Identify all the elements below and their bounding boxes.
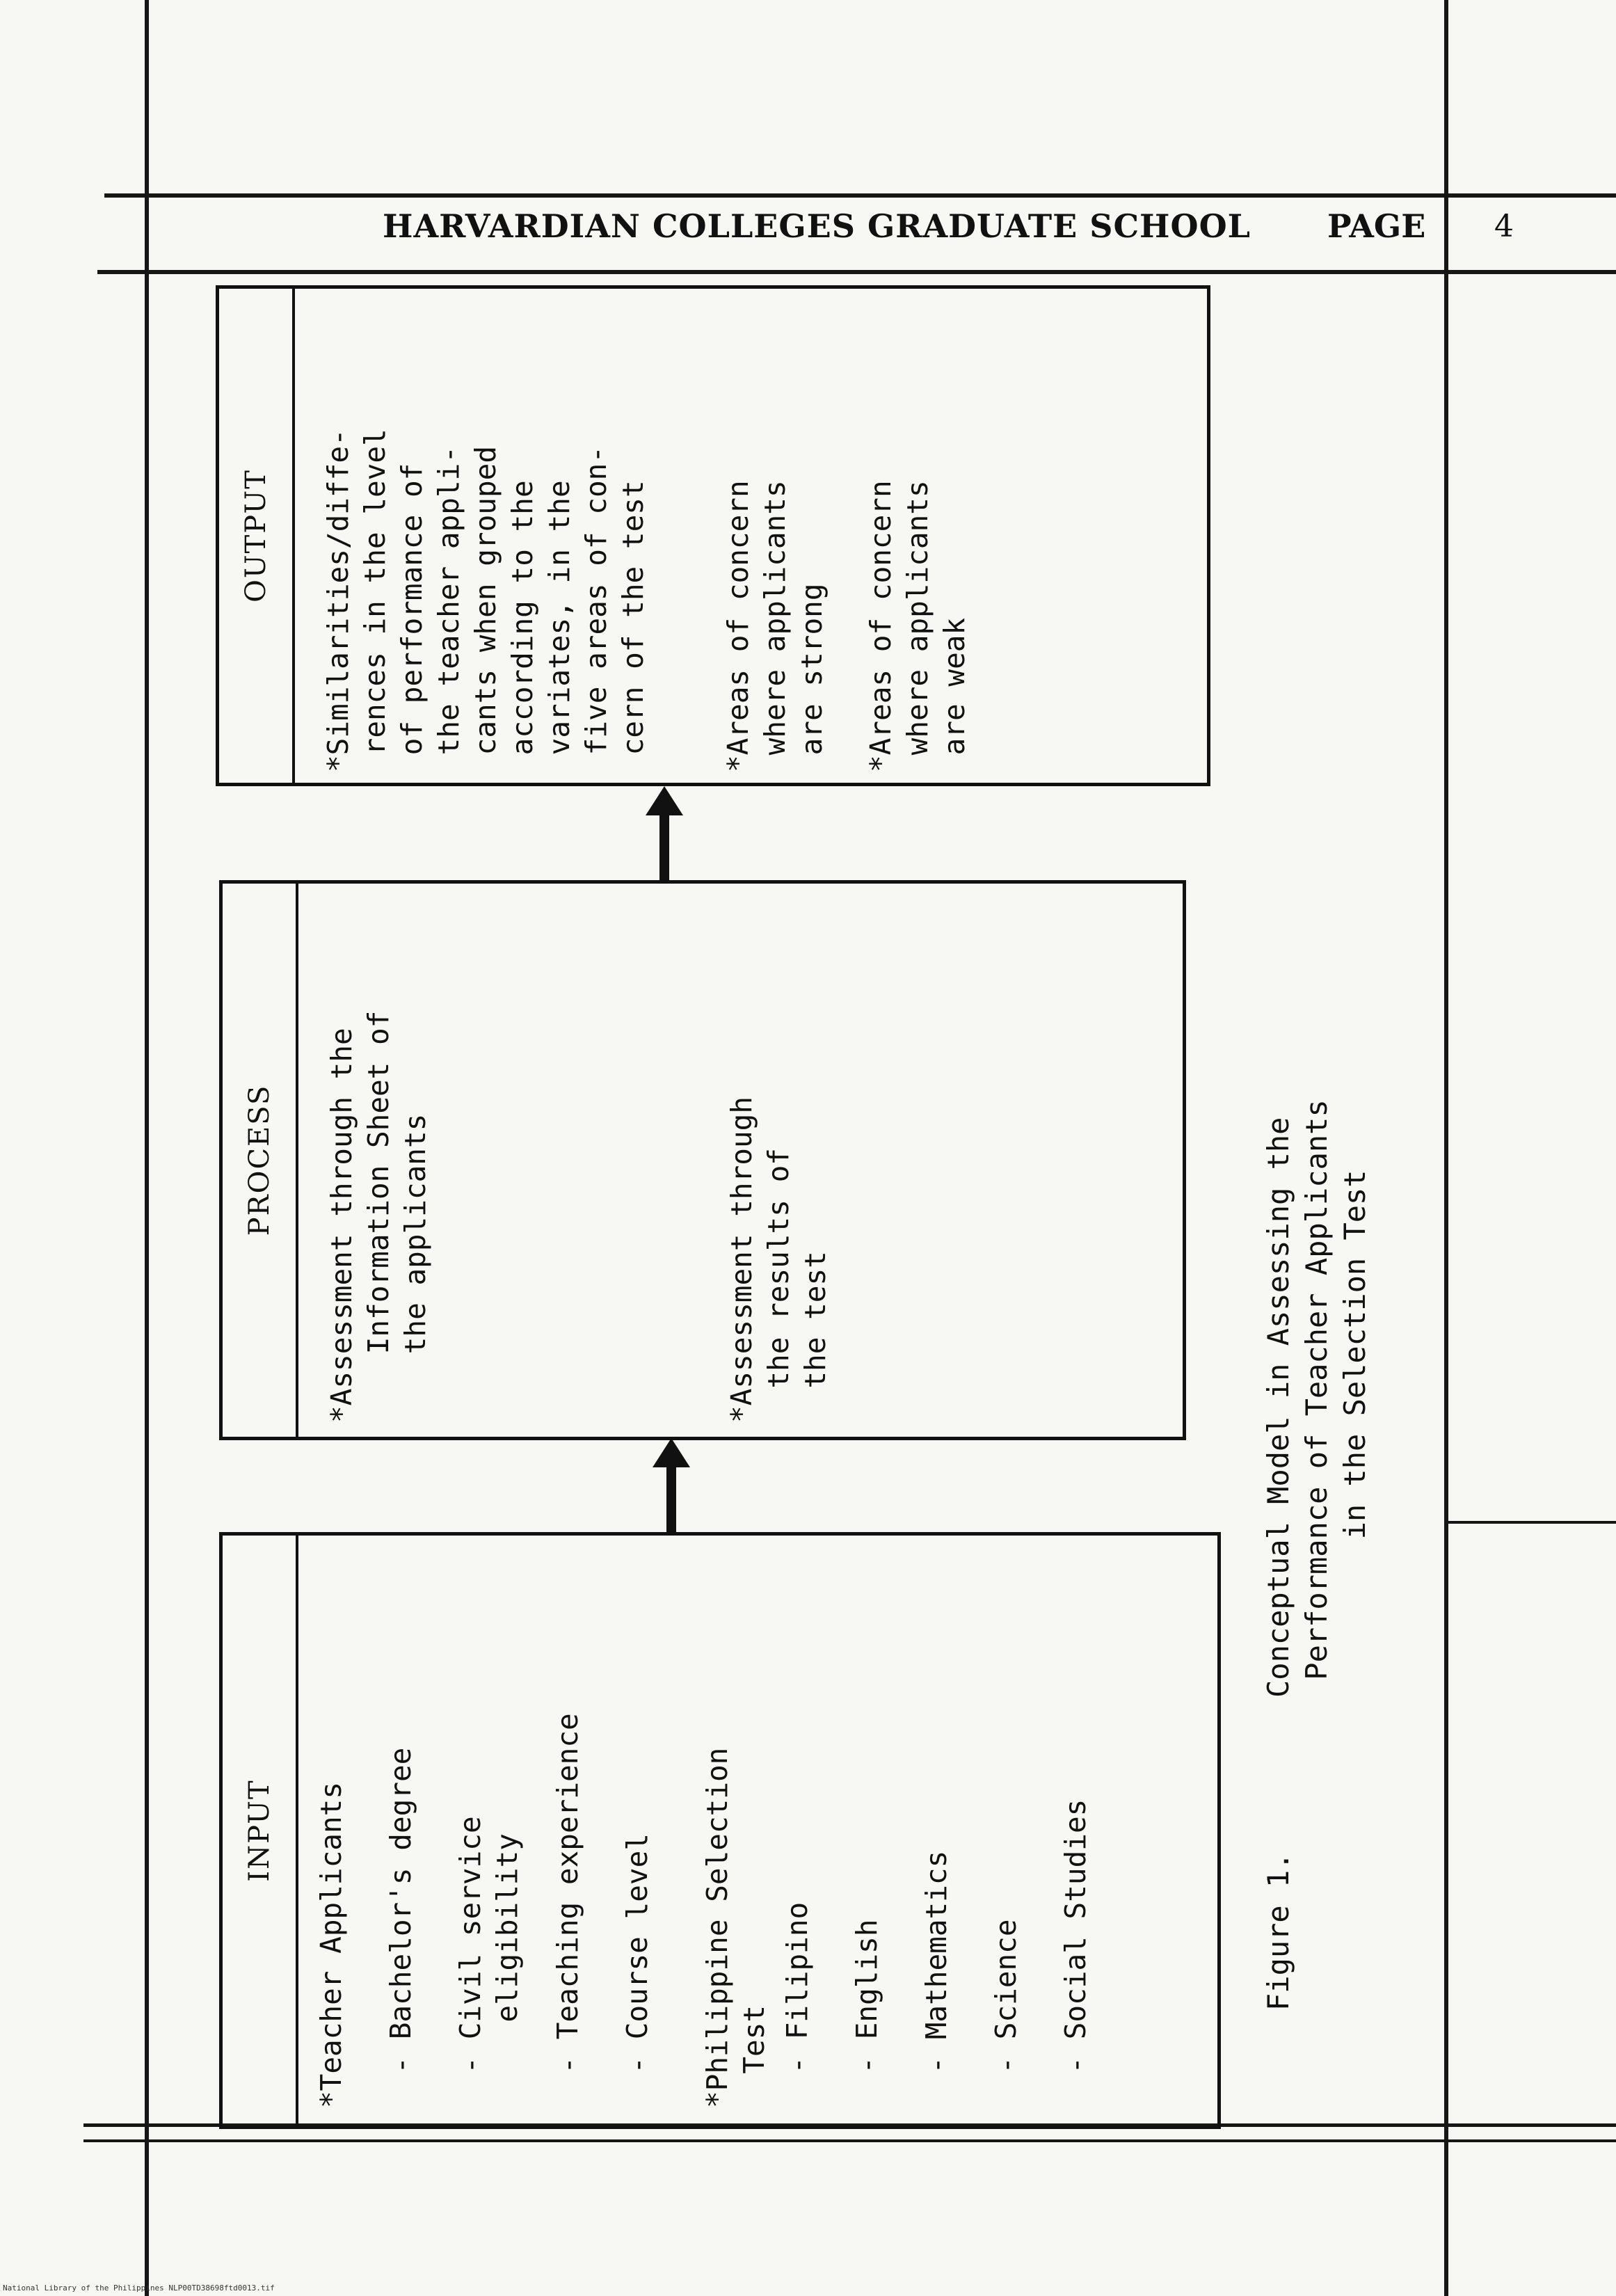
input-item: - Teaching experience	[551, 1713, 584, 2108]
output-item: *Similarities/diffe- rences in the level of performance of the teacher appli- cants when grouped according to the variates, in the five areas of con- cern of the test	[321, 429, 650, 772]
input-box-title: INPUT	[223, 1536, 298, 2126]
bottom-rule-2	[83, 2139, 1616, 2142]
figure-caption: Conceptual Model in Assessing the Performance of Teacher Applicants in the Selection Test	[1261, 1099, 1372, 1698]
input-item: - Bachelor's degree	[384, 1747, 417, 2108]
input-item: - Course level	[621, 1833, 654, 2108]
process-item: *Assessment through the Information Sheet of the applicants	[325, 1010, 432, 1423]
input-item: - Science	[989, 1919, 1023, 2108]
input-item: - English	[850, 1919, 883, 2108]
input-item: - Filipino	[781, 1902, 814, 2108]
input-item: - Social Studies	[1059, 1799, 1092, 2108]
figure-label: Figure 1.	[1261, 1852, 1295, 2011]
input-item: - Mathematics	[920, 1850, 953, 2108]
header-top-rule	[104, 193, 1616, 198]
page-label: PAGE	[1327, 207, 1426, 245]
left-margin-line	[145, 0, 149, 2296]
arrow-right-icon	[640, 785, 689, 882]
arrow-right-icon	[647, 1437, 696, 1534]
page-number-divider	[1446, 193, 1448, 274]
input-item: *Teacher Applicants	[314, 1782, 348, 2108]
school-name-header: HARVARDIAN COLLEGES GRADUATE SCHOOL	[383, 207, 1251, 245]
input-item: *Philippine Selection Test	[701, 1747, 771, 2108]
output-box-title: OUTPUT	[219, 289, 295, 783]
process-box-title: PROCESS	[223, 884, 298, 1437]
output-item: *Areas of concern where applicants are weak	[864, 480, 971, 772]
output-item: *Areas of concern where applicants are strong	[721, 480, 829, 772]
right-margin-rule	[1448, 1521, 1616, 1524]
archive-footer: National Library of the Philippines NLP00TD38698ftd0013.tif	[3, 2283, 275, 2293]
page-number: 4	[1494, 209, 1514, 244]
header-bottom-rule	[97, 270, 1616, 274]
conceptual-model-diagram	[202, 285, 1454, 2129]
process-item: *Assessment through the results of the test	[725, 1097, 832, 1423]
input-item: - Civil service eligibility	[454, 1816, 524, 2074]
